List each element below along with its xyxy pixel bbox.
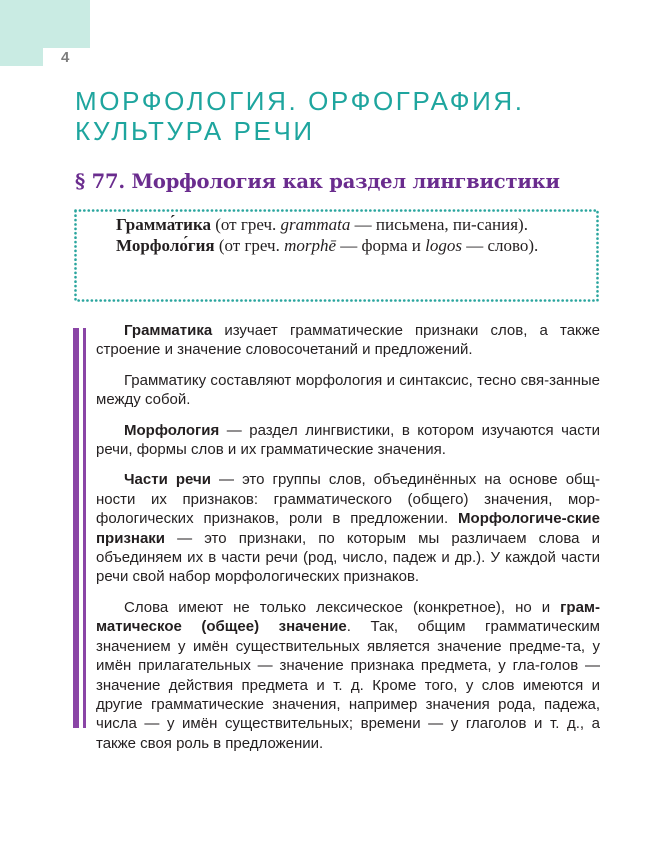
- paragraph-grammar-parts: Грамматику составляют морфология и синтаксис, тесно свя-занные между собой.: [96, 371, 600, 409]
- term-grammar: Грамма́тика: [116, 215, 211, 234]
- body-text: [96, 321, 600, 764]
- chapter-title-line-1: МОРФОЛОГИЯ. ОРФОГРАФИЯ.: [75, 86, 525, 116]
- side-bar-thick: [73, 328, 79, 728]
- corner-decoration-tab: [0, 48, 43, 66]
- chapter-title-line-2: КУЛЬТУРА РЕЧИ: [75, 116, 315, 146]
- paragraph-morphology: Морфология — раздел лингвистики, в котором изучаются части речи, формы слов и их грамматические значения.: [96, 421, 600, 459]
- paragraph-grammatical-meaning: Слова имеют не только лексическое (конкретное), но и грам-матическое (общее) значение. Так, общим грамматическим значением у имён существительных является значение предме-та, у имён прилагательных — значение признака предмета, у гла-голов — значение действия предмета и т. д. Кроме того, у слов имеются и другие грамматические значения, например значения рода, падежа, числа — у имён существительных; времени — у глаголов и т. д., а также своя роль в предложении.: [96, 598, 600, 752]
- paragraph-grammar: Грамматика изучает грамматические признаки слов, а также строение и значение словосочетаний и предложений.: [96, 322, 600, 359]
- etymology-entry-morphology: Морфоло́гия (от греч. morphē — форма и logos — слово).: [116, 235, 539, 255]
- etymology-entry-grammar: Грамма́тика (от греч. grammata — письмена, пи-сания).: [116, 215, 528, 234]
- side-bar-thin: [83, 328, 86, 728]
- section-title: § 77. Морфология как раздел лингвистики: [75, 170, 560, 193]
- etymology-text: [80, 215, 588, 256]
- greek-word: logos: [425, 235, 462, 255]
- term-morphology: Морфоло́гия: [116, 235, 215, 255]
- etymology-box: [74, 209, 599, 302]
- paragraph-parts-of-speech: Части речи — это группы слов, объединённых на основе общ-ности их признаков: грамматического (общего) значения, мор-фологических признаков, роли в предложении. Морфологиче-ские признаки — это признаки, по которым мы различаем слова и объединяем их в части речи (род, число, падеж и др.). У каждой части речи свой набор морфологических признаков.: [96, 471, 600, 586]
- corner-decoration: [0, 0, 90, 48]
- greek-word: grammata: [280, 215, 351, 234]
- page-number: 4: [61, 49, 70, 66]
- greek-word: morphē: [284, 235, 337, 255]
- chapter-title: [75, 86, 525, 146]
